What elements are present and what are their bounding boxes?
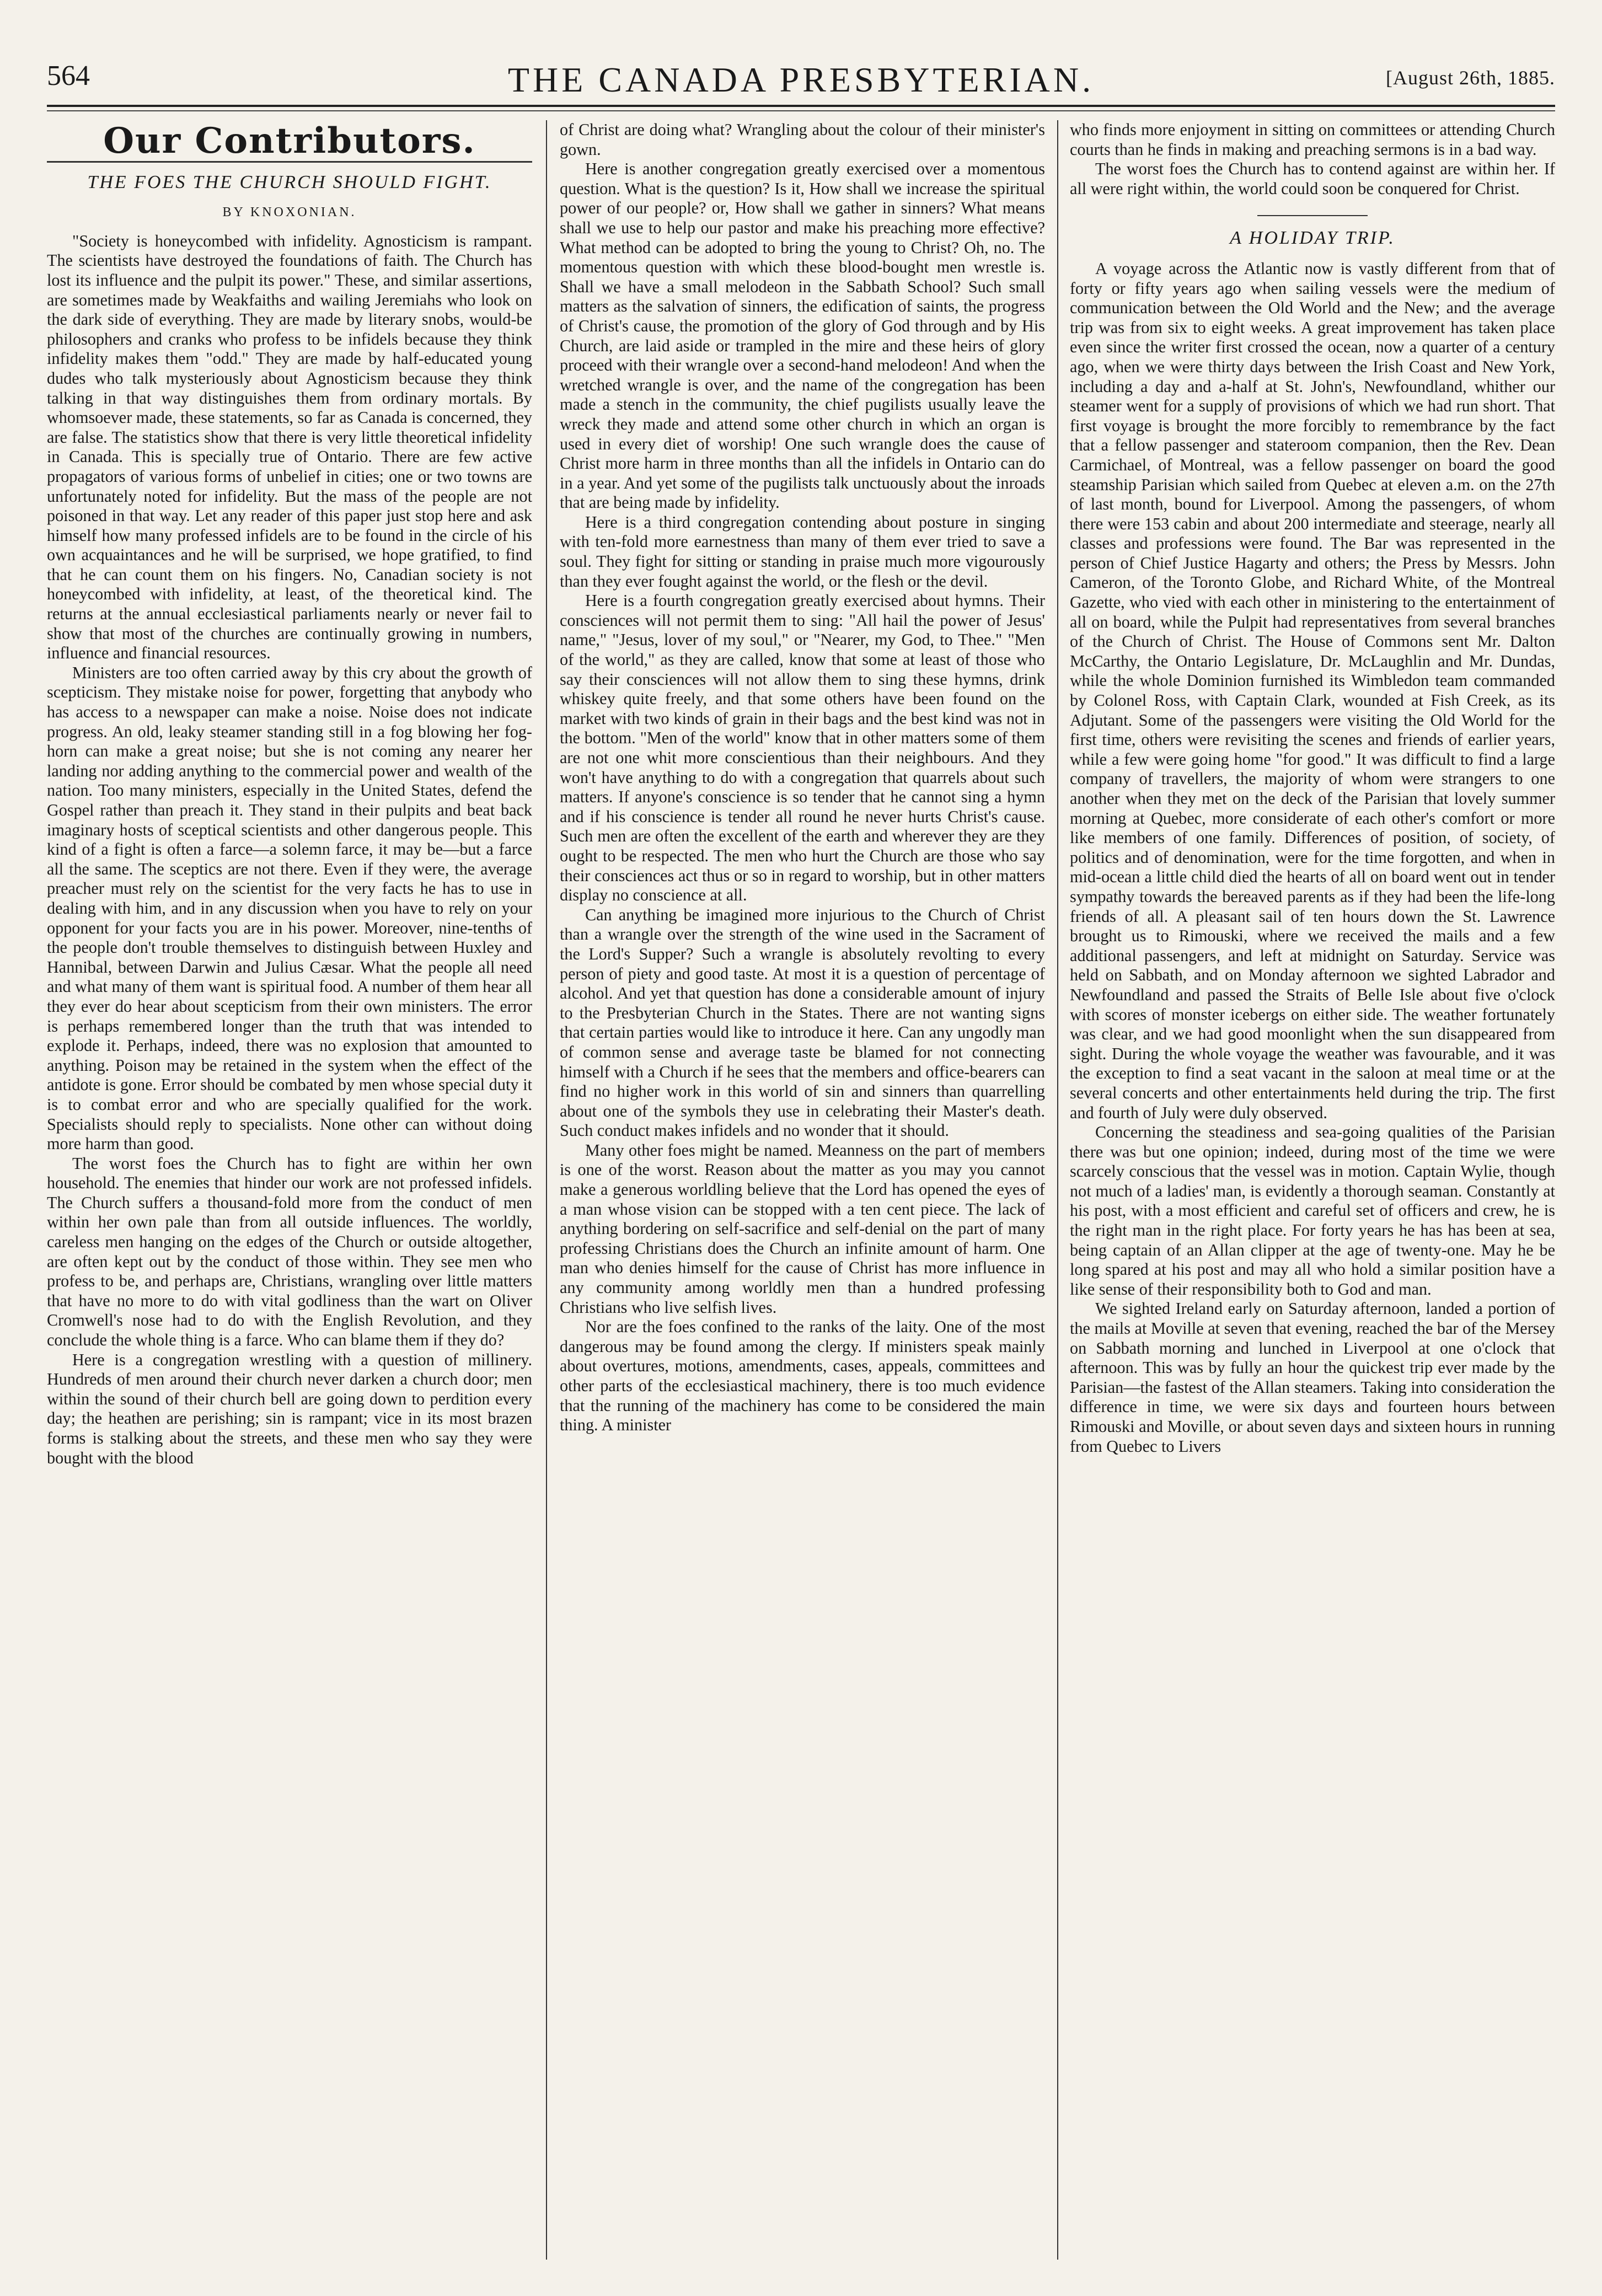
article-title: THE FOES THE CHURCH SHOULD FIGHT. — [87, 171, 492, 192]
paragraph: We sighted Ireland early on Saturday afternoon, landed a portion of the mails at Moville at seven that evening, reached the bar of the Mersey on Sabbath morning and lunched in Liverpool at one o'clock that afternoon. This was by fully an hour the quickest trip ever made by the Parisian—the fastest of the Allan steamers. Taking into consideration the difference in time, we were six days and fourteen hours between Rimouski and Moville, or about seven days and sixteen hours in running from Quebec to Livers — [1070, 1299, 1555, 1456]
paragraph: Ministers are too often carried away by this cry about the growth of scepticism. They mistake noise for power, forgetting that anybody who has access to a newspaper can make a noise. Noise does not indicate progress. An old, leaky steamer standing still in a fog blowing her fog-horn can make a great noise; but she is not coming any nearer her landing nor adding anything to the commercial power and wealth of the nation. Too many ministers, especially in the United States, defend the Gospel rather than preach it. They stand in their pulpits and beat back imaginary hosts of sceptical scientists and other dangerous people. This kind of a fight is often a farce—a solemn farce, it may be—but a farce all the same. The sceptics are not there. Even if they were, the average preacher must rely on the scientist for the very facts he has to use in dealing with him, and in any discussion when you have to rely on your opponent for your facts you are in his power. Moreover, nine-tenths of the people don't trouble themselves to distinguish between Huxley and Hannibal, between Darwin and Julius Cæsar. What the people all need and what many of them want is spiritual food. A number of them hear all they ever do hear about scepticism from their own ministers. The error is perhaps remembered longer than the truth that was intended to explode it. Perhaps, indeed, there was no explosion that amounted to anything. Poison may be retained in the system when the effect of the antidote is gone. Error should be combated by men whose special duty it is to combat error and who are specially qualified for the work. Specialists should reply to specialists. None other can without doing more harm than good. — [47, 663, 532, 1154]
newspaper-title: THE CANADA PRESBYTERIAN. — [507, 60, 1095, 99]
column-divider — [1057, 120, 1058, 2260]
page-header — [47, 60, 1555, 109]
paragraph: Concerning the steadiness and sea-going qualities of the Parisian there was but one opinion; indeed, during most of the time we were scarcely conscious that the vessel was in motion. Captain Wylie, though not much of a ladies' man, is evidently a thorough seaman. Constantly at his post, with a most efficient and careful set of officers and crew, he is the right man in the right place. For forty years he has has been at sea, being captain of an Allan clipper at the age of twenty-one. May he be long spared at his post and may all who hold a similar position have a like sense of their responsibility both to God and man. — [1070, 1123, 1555, 1299]
paragraph: Can anything be imagined more injurious to the Church of Christ than a wrangle over the strength of the wine used in the Sacrament of the Lord's Supper? Such a wrangle is absolutely revolting to every person of piety and good taste. At most it is a question of percentage of alcohol. And yet that question has done a considerable amount of injury to the Presbyterian Church in the States. There are not wanting signs that certain parties would like to introduce it here. Can any ungodly man of common sense and average taste be blamed for not connecting himself with a Church if he sees that the members and office-bearers can find no higher work in this world of sin and sinners than quarrelling about one of the symbols they use in celebrating their Master's death. Such conduct makes infidels and no wonder that it should. — [560, 905, 1045, 1140]
paragraph: Nor are the foes confined to the ranks of the laity. One of the most dangerous may be found among the clergy. If ministers speak mainly about overtures, motions, amendments, cases, appeals, committees and other parts of the ecclesiastical machinery, there is too much evidence that the running of the machinery has come to be considered the main thing. A minister — [560, 1317, 1045, 1435]
column-3 — [1070, 120, 1555, 2271]
page-number: 564 — [47, 60, 90, 92]
paragraph: of Christ are doing what? Wrangling about the colour of their minister's gown. — [560, 120, 1045, 159]
article-title: A HOLIDAY TRIP. — [1230, 228, 1395, 249]
paragraph: A voyage across the Atlantic now is vastly different from that of forty or fifty years ago when sailing vessels were the medium of communication between the Old World and the New; and the average trip was from six to eight weeks. A great improvement has taken place even since the writer first crossed the ocean, now a quarter of a century ago, when we were thirty days between the Irish Coast and New York, including a day and a-half at St. John's, Newfoundland, whither our steamer went for a supply of provisions of which we had run short. That first voyage is brought the more forcibly to remembrance by the fact that a fellow passenger and stateroom companion, then the Rev. Dean Carmichael, of Montreal, was a fellow passenger on board the good steamship Parisian which sailed from Quebec at eleven a.m. on the 27th of last month, bound for Liverpool. Among the passengers, of whom there were 153 cabin and about 200 intermediate and steerage, nearly all classes and professions were found. The Bar was represented in the person of Chief Justice Hagarty and others; the Press by Messrs. John Cameron, of the Toronto Globe, and Richard White, of the Montreal Gazette, who vied with each other in ministering to the entertainment of all on board, while the Pulpit had representatives from several branches of the Church of Christ. The House of Commons sent Mr. Dalton McCarthy, the Ontario Legislature, Dr. McLaughlin and Mr. Dundas, while the whole Dominion furnished its Wimbledon team commanded by Colonel Ross, with Captain Clark, wounded at Fish Creek, as its Adjutant. Some of the passengers were visiting the Old World for the first time, others were revisiting the scenes and friends of earlier years, while a few were going home "for good." It was difficult to find a large company of travellers, the majority of whom were strangers to one another when they met on the deck of the Parisian that lovely summer morning at Quebec, more considerate of each other's comfort or more like members of one family. Differences of position, of society, of politics and of denomination, were for the time forgotten, and when in mid-ocean a little child died the hearts of all on board went out in tender sympathy towards the bereaved parents as if they had been the life-long friends of all. A pleasant sail of ten hours down the St. Lawrence brought us to Rimouski, where we received the mails and a few additional passengers, and left at midnight on Saturday. Service was held on Sabbath, and on Monday afternoon we sighted Labrador and Newfoundland and passed the Straits of Belle Isle about five o'clock with scores of monster icebergs on either side. The weather fortunately was clear, and we had good moonlight when the sun disappeared from sight. During the whole voyage the weather was favourable, and it was the exception to find a seat vacant in the saloon at meal time or at the several concerts and other entertainments held during the trip. The first and fourth of July were duly observed. — [1070, 259, 1555, 1122]
column-2 — [560, 120, 1045, 2271]
paragraph: Here is a congregation wrestling with a question of millinery. Hundreds of men around their church never darken a church door; men within the sound of their church bell are going down to perdition every day; the heathen are perishing; sin is rampant; vice in its most brazen forms is stalking about the streets, and these men who say they were bought with the blood — [47, 1350, 532, 1467]
paragraph: Here is a third congregation contending about posture in singing with ten-fold more earnestness than many of them ever tried to save a soul. They fight for sitting or standing in praise much more vigourously than they ever fought against the world, or the flesh or the devil. — [560, 512, 1045, 591]
article-byline: BY KNOXONIAN. — [222, 205, 357, 220]
column-1 — [47, 120, 532, 2271]
header-rule-thin — [47, 110, 1555, 111]
paragraph: "Society is honeycombed with infidelity. Agnosticism is rampant. The scientists have destroyed the foundations of faith. The Church has lost its influence and the pulpit its power." These, and similar assertions, are sometimes made by Weakfaiths and wailing Jeremiahs who look on the dark side of everything. They are made by literary snobs, would-be philosophers and cranks who profess to be infidels because they think infidelity makes them "odd." They are made by half-educated young dudes who talk mysteriously about Agnosticism because they think talking in that way distinguishes them from ordinary mortals. By whomsoever made, these statements, so far as Canada is concerned, they are false. The statistics show that there is very little theoretical infidelity in Canada. This is specially true of Ontario. There are few active propagators of various forms of unbelief in cities; one or two towns are unfortunately noted for infidelity. But the mass of the people are not poisoned in that way. Let any reader of this paper just stop here and ask himself how many professed infidels are to be found in the circle of his own acquaintances and he will be surprised, we hope gratified, to find that he can count them on his fingers. No, Canadian society is not honeycombed with infidelity, at least, of the theoretical kind. The returns at the annual ecclesiastical parliaments nearly or never fail to show that most of the churches are continually growing in numbers, influence and financial resources. — [47, 231, 532, 663]
section-heading: Our Contributors. — [103, 120, 476, 162]
paragraph: The worst foes the Church has to contend against are within her. If all were right within, the world could soon be conquered for Christ. — [1070, 159, 1555, 198]
paragraph: The worst foes the Church has to fight are within her own household. The enemies that hinder our work are not professed infidels. The Church suffers a thousand-fold more from the conduct of men within her own pale than from all outside influences. The worldly, careless men hanging on the edges of the Church or outside altogether, are often kept out by the conduct of those within. They see men who profess to be, and perhaps are, Christians, wrangling over little matters that have no more to do with vital godliness than the wart on Oliver Cromwell's nose had to do with the English Revolution, and they conclude the whole thing is a farce. Who can blame them if they do? — [47, 1154, 532, 1350]
paragraph: Here is another congregation greatly exercised over a momentous question. What is the question? Is it, How shall we increase the spiritual power of our people? or, How shall we gather in sinners? What means shall we use to help our pastor and make his preaching more effective? What method can be adopted to bring the young to Christ? Oh, no. The momentous question with which these blood-bought men wrestle is. Shall we have a small melodeon in the Sabbath School? Such small matters as the salvation of sinners, the edification of saints, the progress of Christ's cause, the promotion of the glory of God through and by His Church, are laid aside or trampled in the mire and these heirs of glory proceed with their wrangle over a second-hand melodeon! And when the wretched wrangle is over, and the name of the congregation has been made a stench in the community, the chief pugilists usually leave the wreck they made and attend some other church in which an organ is used in every diet of worship! One such wrangle does the cause of Christ more harm in three months than all the infidels in Ontario can do in a year. And yet some of the pugilists talk unctuously about the inroads that are being made by infidelity. — [560, 159, 1045, 512]
issue-date: [August 26th, 1885. — [1386, 67, 1555, 89]
paragraph: Here is a fourth congregation greatly exercised about hymns. Their consciences will not permit them to sing: "All hail the power of Jesus' name," "Jesus, lover of my soul," or "Nearer, my God, to Thee." "Men of the world," as they are called, know that some at least of those who say their consciences will not allow them to sing these hymns, drink whiskey quite freely, and that some others have been found on the market with two kinds of grain in their bags and the best kind was not in the bottom. "Men of the world" know that in other matters some of them are not one whit more conscientious than their neighbours. And they won't have anything to do with a congregation that quarrels about such matters. If anyone's conscience is so tender that he cannot sing a hymn and if his conscience is tender all round he never hurts Christ's cause. Such men are often the excellent of the earth and wherever they are they ought to be respected. The men who hurt the Church are those who say their consciences act thus or so in regard to worship, but in other matters display no conscience at all. — [560, 591, 1045, 905]
header-rule — [47, 105, 1555, 107]
paragraph: who finds more enjoyment in sitting on committees or attending Church courts than he finds in making and preaching sermons is in a bad way. — [1070, 120, 1555, 159]
article-separator — [1257, 215, 1368, 216]
column-divider — [546, 120, 547, 2260]
paragraph: Many other foes might be named. Meanness on the part of members is one of the worst. Reason about the matter as you may you cannot make a generous worldling believe that the Lord has opened the eyes of a man whose vision can be stopped with a ten cent piece. The lack of anything bordering on self-sacrifice and self-denial on the part of many professing Christians does the Church an infinite amount of harm. One man who denies himself for the cause of Christ has more influence in any community among worldly men than a hundred professing Christians who live selfish lives. — [560, 1140, 1045, 1317]
